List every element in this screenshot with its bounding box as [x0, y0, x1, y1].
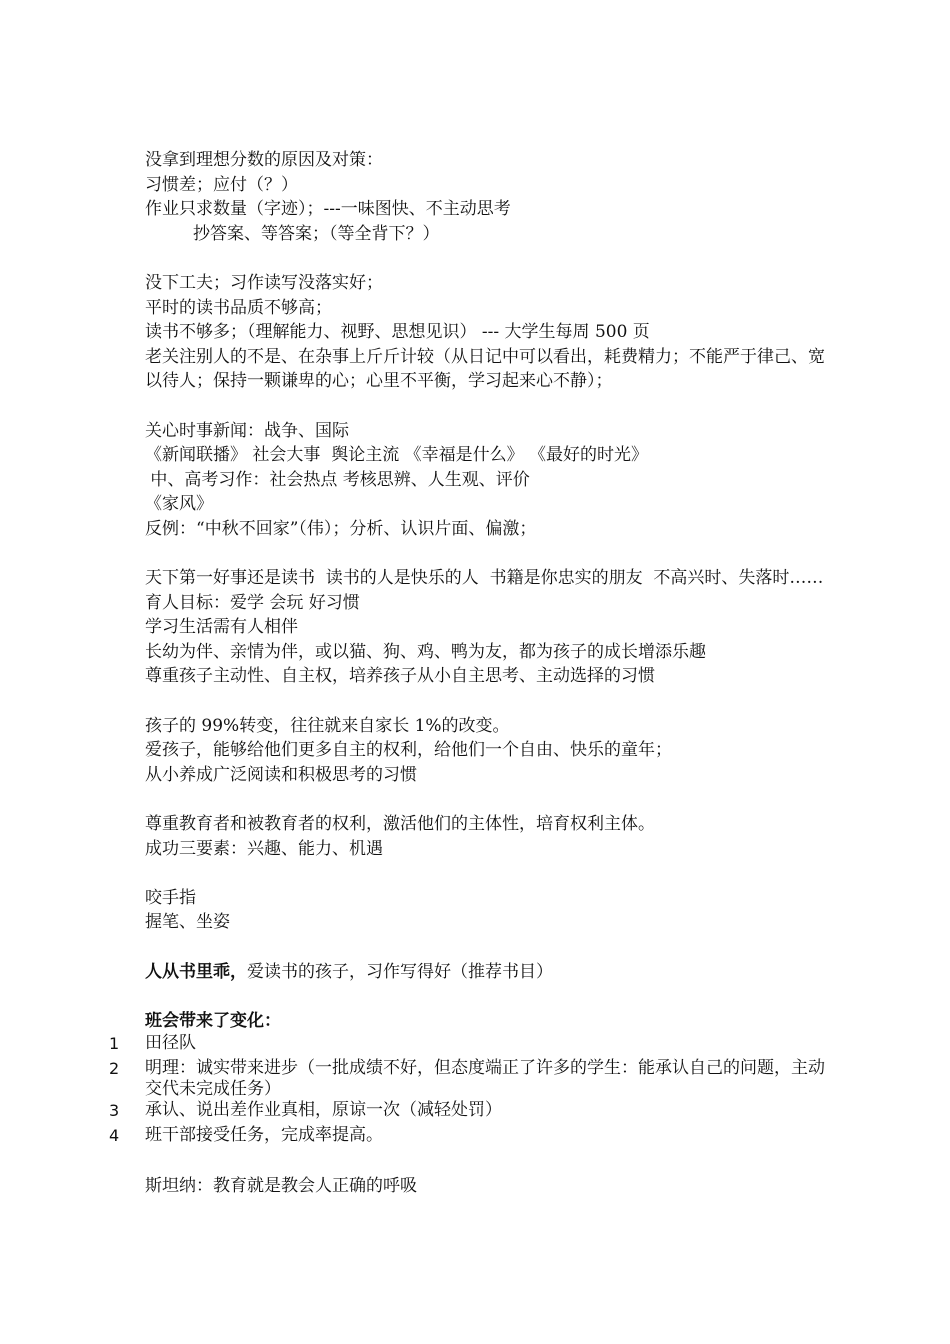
text-line: 长幼为伴、亲情为伴，或以猫、狗、鸡、鸭为友，都为孩子的成长增添乐趣 [145, 641, 706, 662]
text-line: 中、高考习作：社会热点 考核思辨、人生观、评价 [145, 469, 530, 490]
text-line: 孩子的 99%转变，往往就来自家长 1%的改变。 [145, 715, 510, 736]
text-line: 尊重孩子主动性、自主权，培养孩子从小自主思考、主动选择的习惯 [145, 666, 655, 687]
list-item-text: 班干部接受任务，完成率提高。 [145, 1124, 383, 1145]
text-line [145, 960, 825, 985]
blank-line [145, 689, 825, 714]
text-line: 育人目标：爱学 会玩 好习惯 [145, 592, 360, 613]
text-line: 学习生活需有人相伴 [145, 617, 298, 638]
text-line: 关心时事新闻：战争、国际 [145, 420, 349, 441]
bold-phrase: 人从书里乖， [145, 961, 247, 982]
blank-line [145, 787, 825, 812]
text-line: 咬手指 [145, 887, 196, 908]
list-number: 3 [109, 1100, 120, 1120]
list-number: 1 [109, 1034, 120, 1054]
section-heading: 班会带来了变化： [145, 1010, 281, 1031]
blank-line [145, 394, 825, 419]
text-line: 平时的读书品质不够高； [145, 297, 332, 318]
document-body [109, 148, 825, 1198]
blank-line [145, 935, 825, 960]
text-line: 斯坦纳：教育就是教会人正确的呼吸 [145, 1175, 417, 1196]
text-line: 抄答案、等答案；（等全背下？） [193, 223, 440, 244]
text-line: 没下工夫；习作读写没落实好； [145, 272, 383, 293]
text-run: 爱读书的孩子，习作写得好（推荐书目） [247, 961, 553, 982]
blank-line [145, 861, 825, 886]
text-line: 尊重教育者和被教育者的权利，激活他们的主体性，培育权利主体。 [145, 814, 655, 835]
text-line: 从小养成广泛阅读和积极思考的习惯 [145, 764, 417, 785]
text-paragraph: 天下第一好事还是读书 读书的人是快乐的人 书籍是你忠实的朋友 不高兴时、失落时…… [145, 568, 824, 589]
list-item-text: 田径队 [145, 1033, 196, 1054]
text-line: 作业只求数量（字迹）；---一味图快、不主动思考 [145, 199, 511, 220]
list-item-text: 明理：诚实带来进步（一批成绩不好，但态度端正了许多的学生：能承认自己的问题，主动交代未完成任务） [145, 1057, 825, 1099]
text-line: 反例：“中秋不回家”（伟）；分析、认识片面、偏激； [145, 518, 537, 539]
text-paragraph: 老关注别人的不是、在杂事上斤斤计较（从日记中可以看出，耗费精力；不能严于律己、宽以待人；保持一颗谦卑的心；心里不平衡，学习起来心不静）； [145, 346, 825, 392]
list-item-text: 承认、说出差作业真相，原谅一次（减轻处罚） [145, 1099, 502, 1120]
text-line: 成功三要素：兴趣、能力、机遇 [145, 838, 383, 859]
blank-line [145, 542, 825, 567]
text-line: 《家风》 [145, 494, 213, 515]
text-line: 握笔、坐姿 [145, 912, 230, 933]
blank-line [145, 1149, 825, 1174]
list-item [109, 1124, 825, 1150]
list-number: 4 [109, 1125, 120, 1145]
text-line: 爱孩子，能够给他们更多自主的权利，给他们一个自由、快乐的童年； [145, 740, 672, 761]
blank-line [145, 246, 825, 271]
blank-line [145, 984, 825, 1009]
text-line: 没拿到理想分数的原因及对策： [145, 150, 383, 170]
list-number: 2 [109, 1058, 120, 1078]
text-line: 《新闻联播》 社会大事 舆论主流 《幸福是什么》 《最好的时光》 [145, 445, 649, 466]
list-item [109, 1099, 825, 1125]
text-line: 习惯差；应付（？） [145, 174, 298, 195]
list-item [109, 1033, 825, 1058]
list-item [109, 1057, 825, 1100]
text-line: 读书不够多；（理解能力、视野、思想见识） --- 大学生每周 500 页 [145, 322, 650, 343]
